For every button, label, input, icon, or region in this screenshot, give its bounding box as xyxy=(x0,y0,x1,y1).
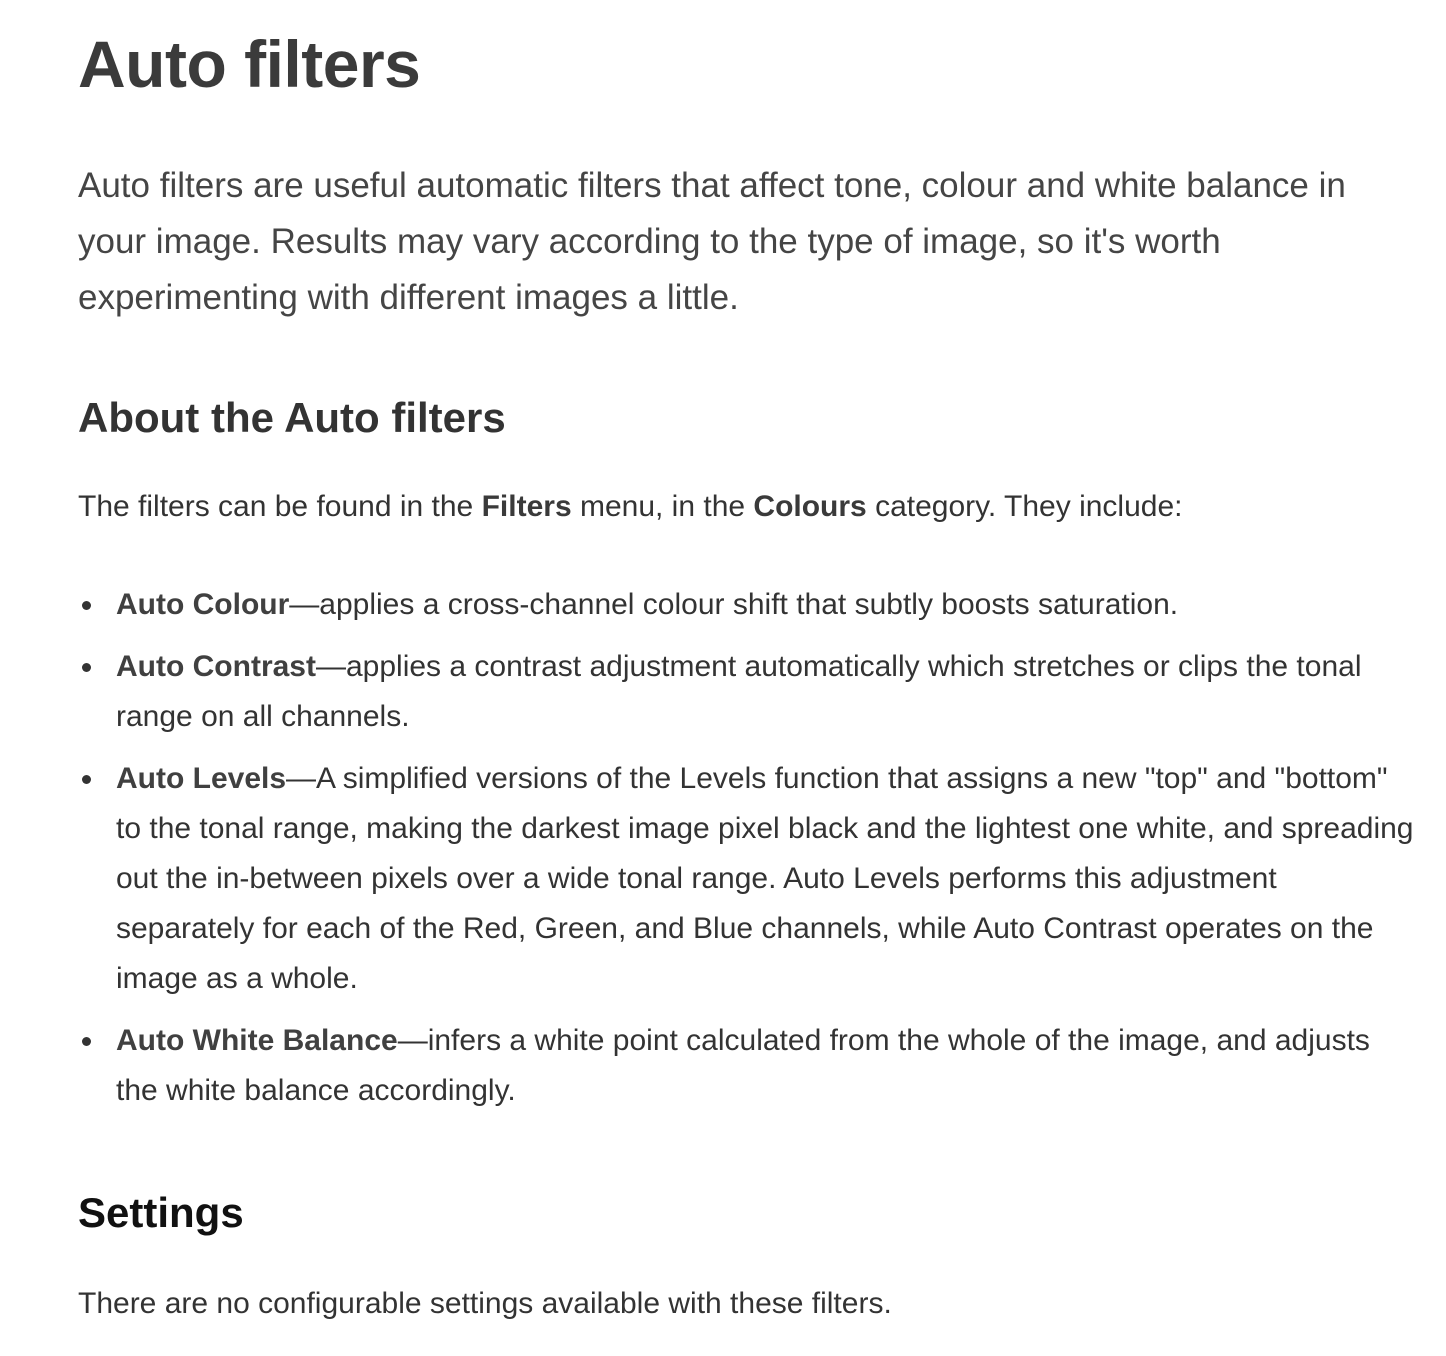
settings-paragraph: There are no configurable settings available with these filters. xyxy=(78,1287,892,1320)
article-content xyxy=(78,0,1414,1320)
filter-list xyxy=(78,580,1416,1128)
bullet-icon xyxy=(82,1037,91,1046)
colours-category-name: Colours xyxy=(753,490,867,523)
list-item xyxy=(116,580,1416,630)
location-suffix: category. They include: xyxy=(866,490,1183,523)
settings-heading: Settings xyxy=(78,1189,244,1236)
bullet-icon xyxy=(82,663,91,672)
filter-name: Auto White Balance xyxy=(116,1024,398,1057)
filter-description: —applies a cross-channel colour shift that subtly boosts saturation. xyxy=(289,588,1179,621)
location-middle: menu, in the xyxy=(571,490,754,523)
filter-description: —infers a white point calculated from the whole of the image, and adjusts the white balance accordingly. xyxy=(116,1024,1370,1107)
list-item xyxy=(116,1016,1416,1116)
intro-paragraph: Auto filters are useful automatic filters that affect tone, colour and white balance in your image. Results may vary according to the type of image, so it's worth experimenting with different images a little. xyxy=(78,166,1346,317)
bullet-icon xyxy=(82,775,91,784)
page-title: Auto filters xyxy=(78,27,421,101)
filter-description: —A simplified versions of the Levels function that assigns a new "top" and "bottom" to the tonal range, making the darkest image pixel black and the lightest one white, and spreading out the in-between pixels over a wide tonal range. Auto Levels performs this adjustment separately for each of the Red, Green, and Blue channels, while Auto Contrast operates on the image as a whole. xyxy=(116,762,1414,995)
filters-menu-name: Filters xyxy=(481,490,572,523)
filter-description: —applies a contrast adjustment automatically which stretches or clips the tonal range on all channels. xyxy=(116,650,1362,733)
list-item xyxy=(116,754,1416,1004)
filter-name: Auto Colour xyxy=(116,588,290,621)
filter-name: Auto Contrast xyxy=(116,650,316,683)
filters-location-paragraph xyxy=(78,486,1182,528)
list-item xyxy=(116,642,1416,742)
location-prefix: The filters can be found in the xyxy=(78,490,482,523)
filter-name: Auto Levels xyxy=(116,762,287,795)
about-heading: About the Auto filters xyxy=(78,394,506,441)
bullet-icon xyxy=(82,601,91,610)
